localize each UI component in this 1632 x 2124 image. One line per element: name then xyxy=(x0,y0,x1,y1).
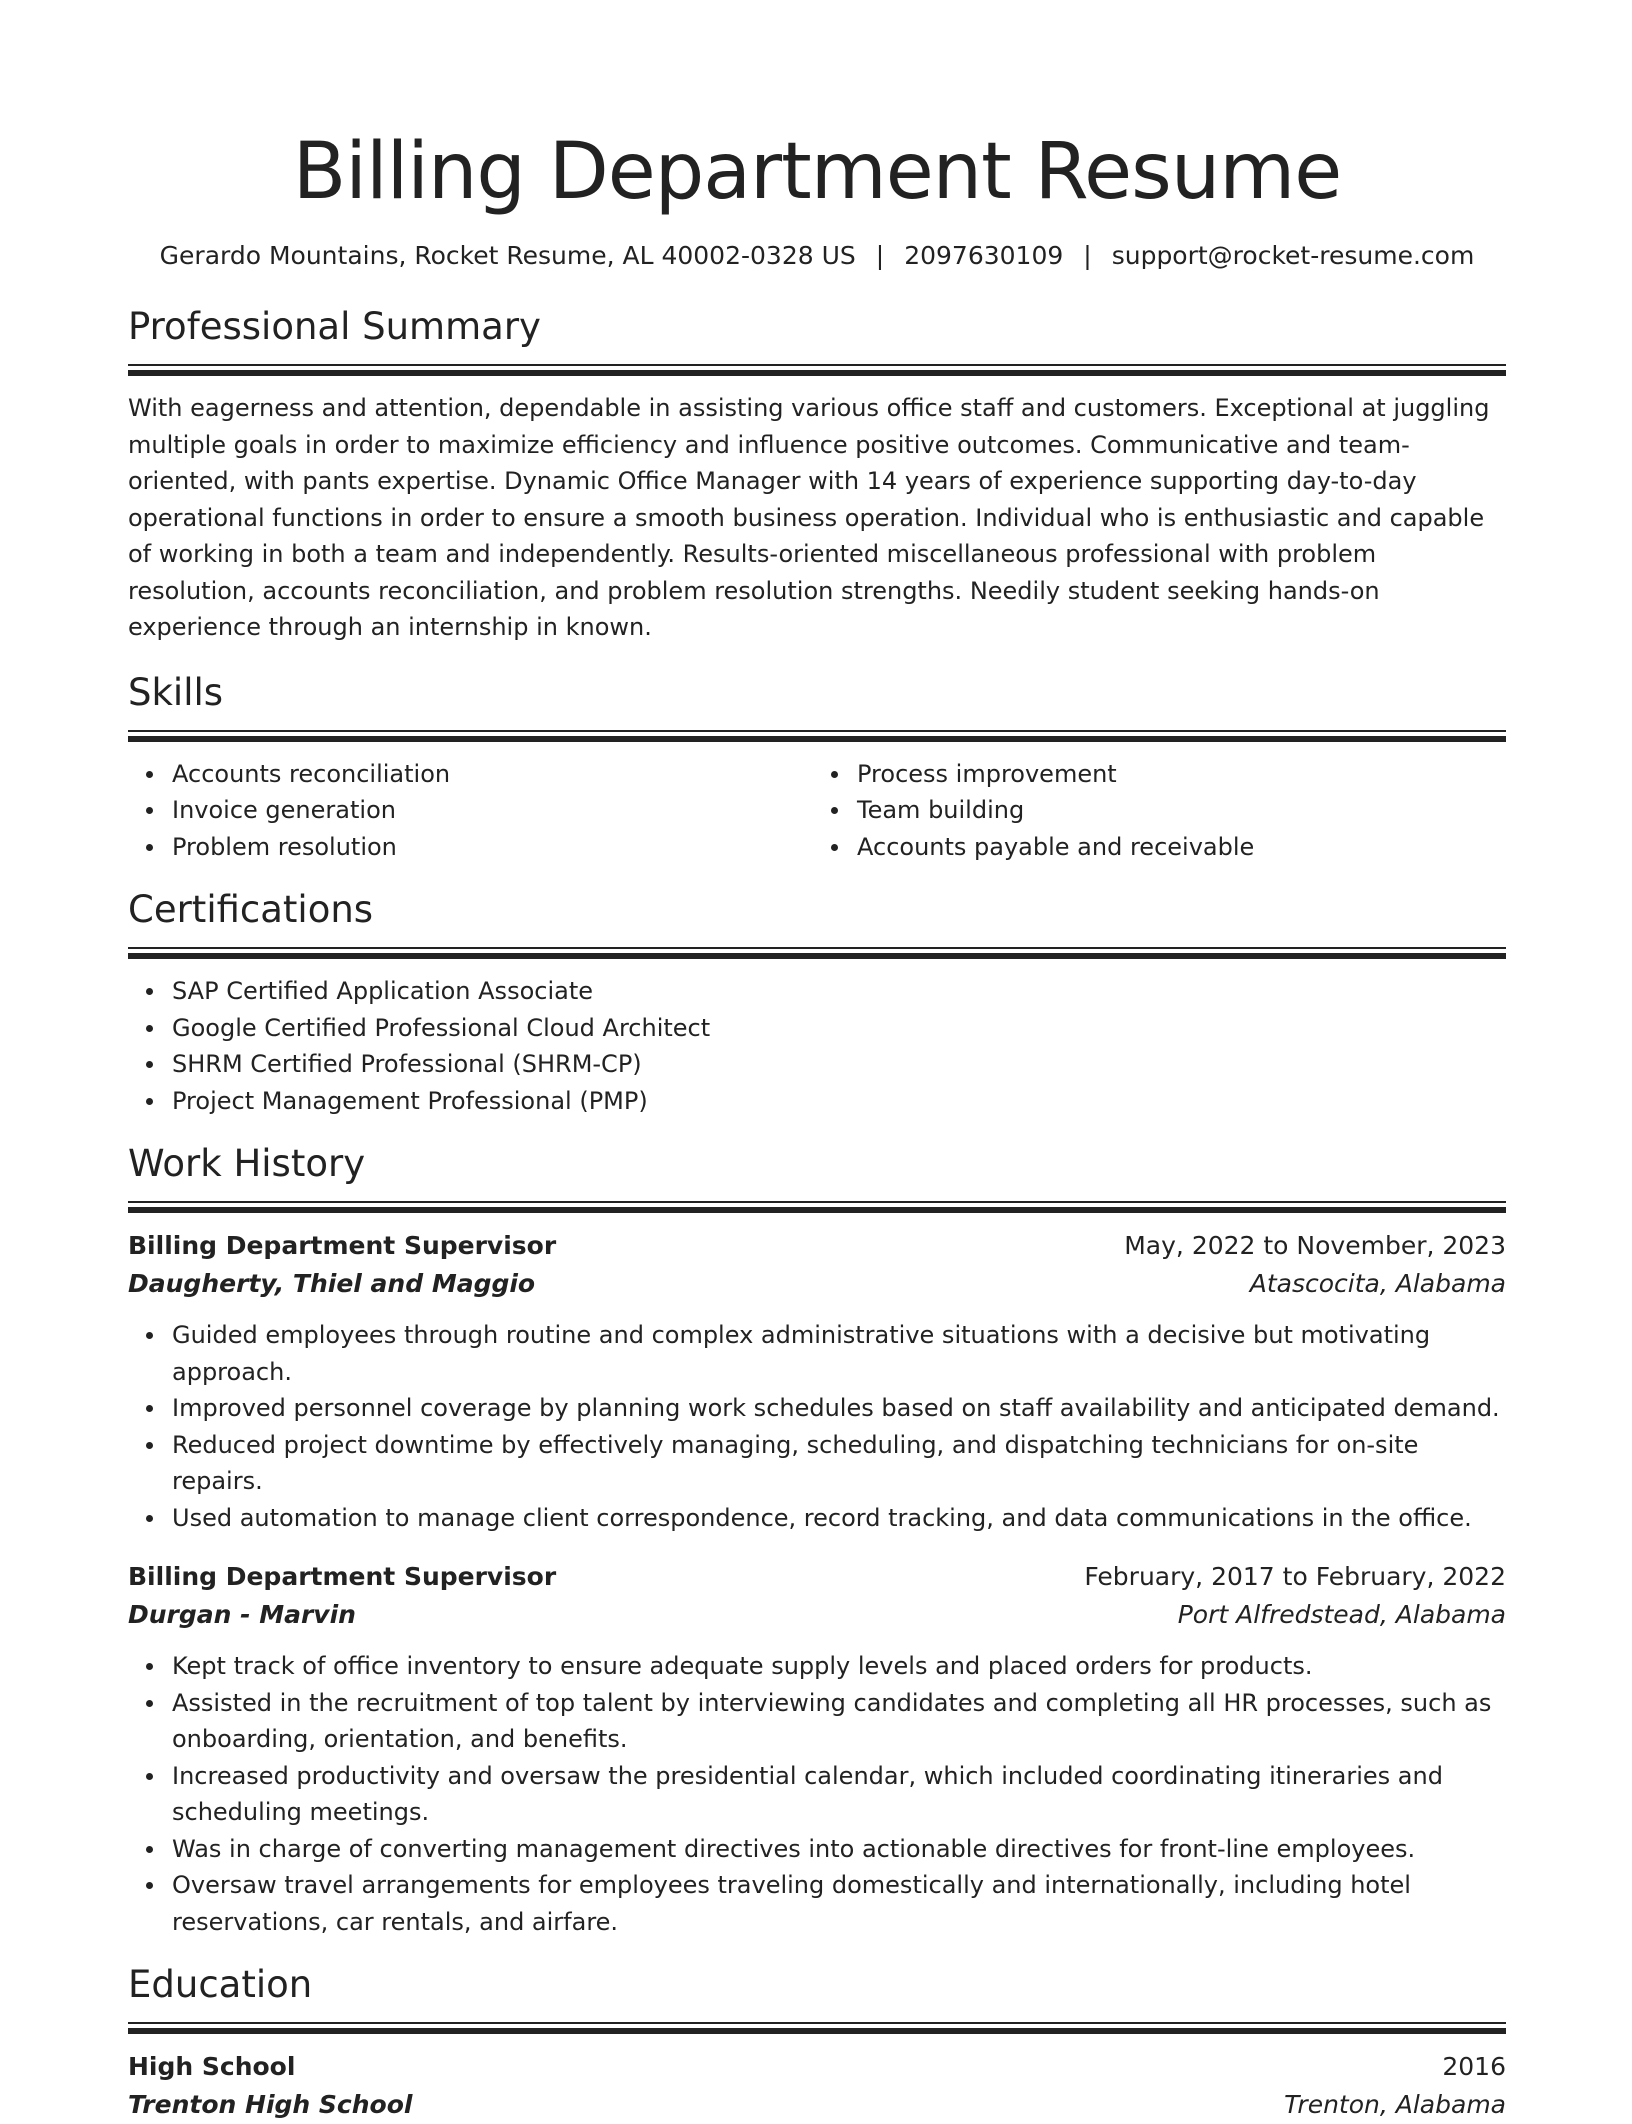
job-dates: May, 2022 to November, 2023 xyxy=(1124,1231,1506,1260)
job-duty-item: Increased productivity and oversaw the presidential calendar, which included coordinating itineraries and scheduling meetings. xyxy=(172,1758,1506,1831)
certifications-section xyxy=(128,887,1506,1119)
skill-item: Accounts payable and receivable xyxy=(857,829,1506,866)
job-entry xyxy=(128,1558,1506,1940)
job-duty-item: Oversaw travel arrangements for employees traveling domestically and internationally, including hotel reservations, car rentals, and airfare. xyxy=(172,1867,1506,1940)
contact-email: support@rocket-resume.com xyxy=(1111,241,1475,270)
certifications-heading: Certifications xyxy=(128,888,374,931)
section-divider xyxy=(128,1201,1506,1213)
skills-list-right xyxy=(817,756,1506,866)
skills-list-left xyxy=(128,756,817,866)
education-degree: High School xyxy=(128,2052,296,2081)
skills-section xyxy=(128,670,1506,866)
job-duty-item: Used automation to manage client correspondence, record tracking, and data communications in the office. xyxy=(172,1500,1506,1537)
job-dates: February, 2017 to February, 2022 xyxy=(1084,1562,1506,1591)
contact-address: Gerardo Mountains, Rocket Resume, AL 40002-0328 US xyxy=(159,241,856,270)
education-heading: Education xyxy=(128,1963,313,2006)
job-duties-list xyxy=(128,1317,1506,1536)
contact-separator: | xyxy=(1083,241,1092,270)
resume-page xyxy=(128,0,1506,2124)
work-heading: Work History xyxy=(128,1142,366,1185)
skills-grid xyxy=(128,756,1506,866)
summary-heading: Professional Summary xyxy=(128,305,541,348)
education-subheader-row xyxy=(128,2086,1506,2124)
education-location: Trenton, Alabama xyxy=(1284,2090,1506,2119)
job-location: Port Alfredstead, Alabama xyxy=(1177,1600,1506,1629)
certifications-list xyxy=(128,973,1506,1119)
certification-item: Project Management Professional (PMP) xyxy=(172,1083,1506,1120)
job-duty-item: Kept track of office inventory to ensure adequate supply levels and placed orders for products. xyxy=(172,1648,1506,1685)
skill-item: Invoice generation xyxy=(172,792,817,829)
job-duties-list xyxy=(128,1648,1506,1940)
education-school: Trenton High School xyxy=(128,2090,413,2119)
skill-item: Accounts reconciliation xyxy=(172,756,817,793)
section-divider xyxy=(128,730,1506,742)
skill-item: Team building xyxy=(857,792,1506,829)
education-section xyxy=(128,1962,1506,2124)
education-header-row xyxy=(128,2048,1506,2086)
certification-item: SAP Certified Application Associate xyxy=(172,973,1506,1010)
job-title: Billing Department Supervisor xyxy=(128,1231,557,1260)
job-duty-item: Assisted in the recruitment of top talent by interviewing candidates and completing all HR processes, such as onboarding, orientation, and benefits. xyxy=(172,1685,1506,1758)
contact-phone: 2097630109 xyxy=(904,241,1064,270)
job-title: Billing Department Supervisor xyxy=(128,1562,557,1591)
job-location: Atascocita, Alabama xyxy=(1249,1269,1506,1298)
certification-item: SHRM Certified Professional (SHRM-CP) xyxy=(172,1046,1506,1083)
job-company: Durgan - Marvin xyxy=(128,1600,356,1629)
contact-separator: | xyxy=(875,241,885,270)
job-header-row xyxy=(128,1558,1506,1596)
summary-text: With eagerness and attention, dependable in assisting various office staff and customers. Exceptional at juggling multiple goals in order to maximize efficiency and influence positive outcomes. Communicative and team-oriented, with pants expertise. Dynamic Office Manager with 14 years of experience supporting day-to-day operational functions in order to ensure a smooth business operation. Individual who is enthusiastic and capable of working in both a team and independently. Results-oriented miscellaneous professional with problem resolution, accounts reconciliation, and problem resolution strengths. Needily student seeking hands-on experience through an internship in known. xyxy=(128,394,1490,641)
section-divider xyxy=(128,2022,1506,2034)
work-section xyxy=(128,1141,1506,1940)
skill-item: Problem resolution xyxy=(172,829,817,866)
education-entry xyxy=(128,2048,1506,2124)
certification-item: Google Certified Professional Cloud Architect xyxy=(172,1010,1506,1047)
section-divider xyxy=(128,364,1506,376)
page-title: Billing Department Resume xyxy=(292,127,1342,217)
job-duty-item: Was in charge of converting management directives into actionable directives for front-line employees. xyxy=(172,1831,1506,1868)
job-subheader-row xyxy=(128,1265,1506,1303)
section-divider xyxy=(128,947,1506,959)
job-company: Daugherty, Thiel and Maggio xyxy=(128,1269,536,1298)
education-year: 2016 xyxy=(1442,2052,1506,2081)
job-duty-item: Guided employees through routine and complex administrative situations with a decisive but motivating approach. xyxy=(172,1317,1506,1390)
summary-section xyxy=(128,304,1506,646)
job-header-row xyxy=(128,1227,1506,1265)
contact-line xyxy=(128,240,1506,272)
job-subheader-row xyxy=(128,1596,1506,1634)
job-duty-item: Improved personnel coverage by planning work schedules based on staff availability and anticipated demand. xyxy=(172,1390,1506,1427)
skills-heading: Skills xyxy=(128,670,224,714)
skill-item: Process improvement xyxy=(857,756,1506,793)
job-duty-item: Reduced project downtime by effectively managing, scheduling, and dispatching technicians for on-site repairs. xyxy=(172,1427,1506,1500)
job-entry xyxy=(128,1227,1506,1536)
